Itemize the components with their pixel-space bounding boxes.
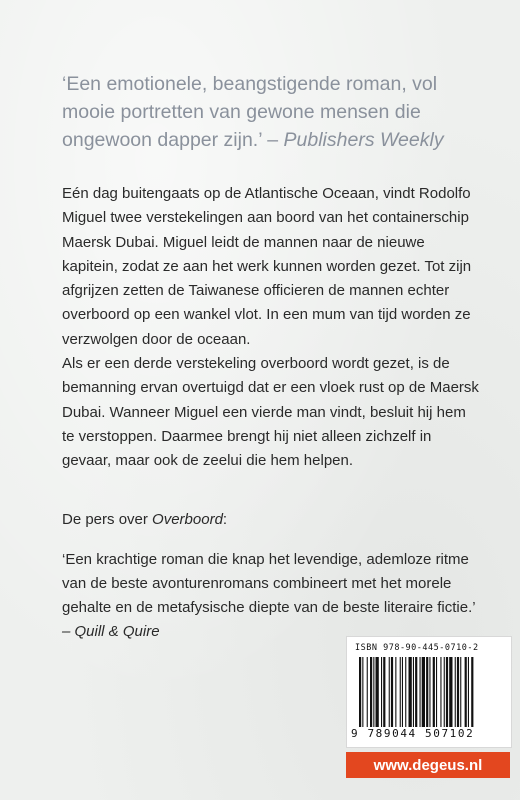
review-quote-text: ‘Een emotionele, beangstigende roman, vol mooie portretten van gewone mensen die ongewoon dapper zijn.’ – [62, 73, 438, 151]
blurb-paragraph-1: Eén dag buitengaats op de Atlantische Oceaan, vindt Rodolfo Miguel twee verstekelingen aan boord van het containerschip Maersk Dubai. Miguel leidt de mannen naar de nieuwe kapitein, zodat ze aan het werk kunnen worden gezet. Tot zijn afgrijzen zetten de Taiwanese officieren de mannen echter overboord op een wankel vlot. In een mum van tijd worden ze verzwolgen door de oceaan. [62, 185, 472, 348]
publisher-url: www.degeus.nl [373, 756, 483, 774]
isbn-label: ISBN 978-90-445-0710-2 [355, 643, 479, 653]
blurb-paragraph-2: Als er een derde verstekeling overboord wordt gezet, is de bemanning ervan overtuigd dat er een vloek rust op de Maersk Dubai. Wanneer Miguel een vierde man vindt, besluit hij hem te verstoppen. Daarmee brengt hij niet alleen zichzelf in gevaar, maar ook de zeelui die hem helpen. [62, 355, 479, 470]
press-intro-text: De pers over [62, 511, 153, 528]
barcode-bars [359, 657, 505, 727]
press-quote-source: – Quill & Quire [62, 623, 160, 640]
book-blurb [62, 182, 482, 474]
press-book-title: Overboord [152, 511, 223, 528]
press-quote [62, 548, 482, 644]
review-quote-source: Publishers Weekly [283, 129, 444, 151]
publisher-url-badge [346, 752, 510, 778]
review-quote [62, 70, 482, 154]
press-quote-text: ‘Een krachtige roman die knap het levendige, ademloze ritme van de beste avonturenromans combineert met het morele gehalte en de metafysische diepte van de beste literaire fictie.’ [62, 551, 476, 616]
press-intro [62, 508, 482, 532]
press-colon: : [222, 511, 228, 528]
barcode-box [346, 636, 512, 748]
barcode-digits: 9 789044 507102 [351, 727, 475, 740]
